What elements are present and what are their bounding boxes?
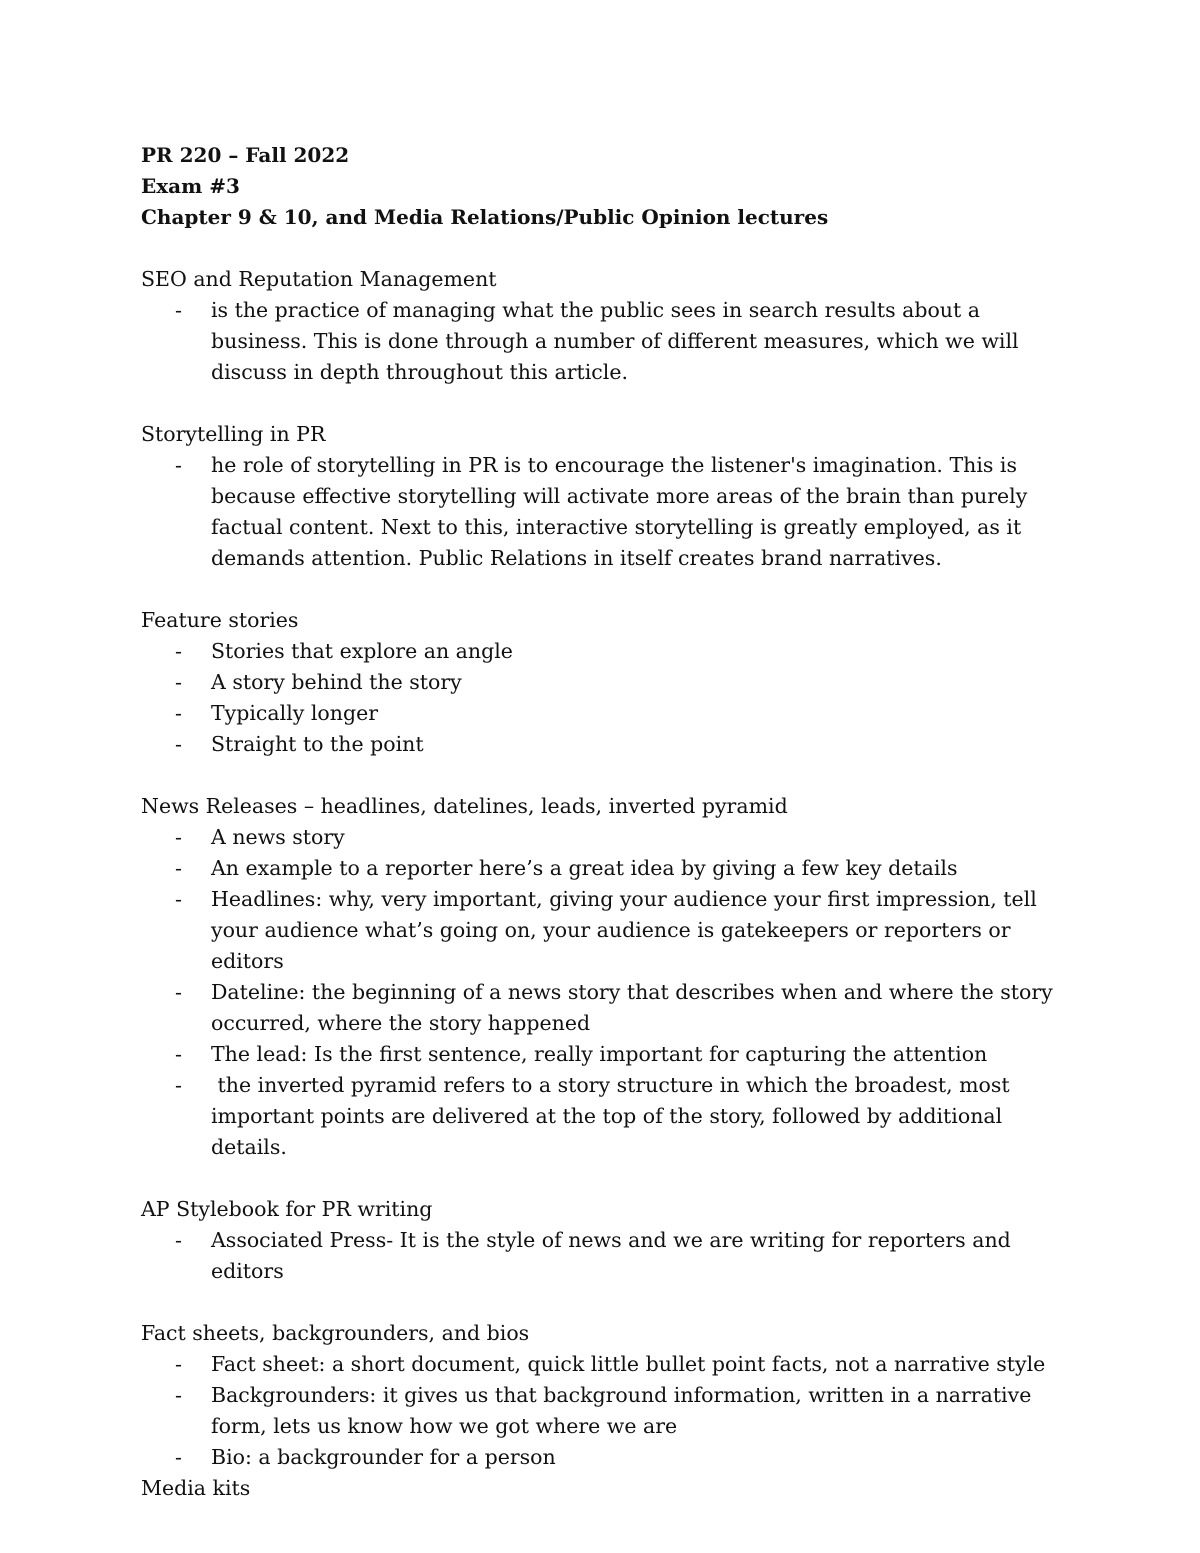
list-item-text: An example to a reporter here’s a great idea by giving a few key details (211, 856, 958, 880)
list-item (141, 977, 1081, 1039)
list-item-text: is the practice of managing what the public sees in search results about a business. This is done through a number of different measures, which we will discuss in depth throughout this article. (211, 298, 1019, 384)
spacer (141, 233, 1081, 264)
dash-bullet: - (175, 1352, 182, 1376)
list-item (141, 636, 1081, 667)
section-title: Fact sheets, backgrounders, and bios (141, 1321, 530, 1345)
exam-title: Exam #3 (141, 174, 240, 198)
section-title: Media kits (141, 1476, 251, 1500)
bullet-list (141, 1349, 1081, 1473)
list-item-text: Bio: a backgrounder for a person (211, 1445, 556, 1469)
list-item-text: Straight to the point (211, 732, 424, 756)
list-item (141, 1442, 1081, 1473)
dash-bullet: - (175, 732, 182, 756)
section-news-releases (141, 791, 1081, 1163)
dash-bullet: - (175, 980, 182, 1004)
section-title: News Releases – headlines, datelines, leads, inverted pyramid (141, 794, 788, 818)
section-seo (141, 264, 1081, 388)
list-item (141, 1070, 1081, 1163)
list-item (141, 450, 1081, 574)
dash-bullet: - (175, 670, 182, 694)
section-storytelling (141, 419, 1081, 574)
section-title: Feature stories (141, 608, 299, 632)
section-title: Storytelling in PR (141, 422, 326, 446)
dash-bullet: - (175, 1228, 182, 1252)
section-ap-stylebook (141, 1194, 1081, 1287)
list-item-text: Dateline: the beginning of a news story that describes when and where the story occurred, where the story happened (211, 980, 1053, 1035)
course-title: PR 220 – Fall 2022 (141, 143, 350, 167)
list-item (141, 822, 1081, 853)
list-item-text: the inverted pyramid refers to a story structure in which the broadest, most important points are delivered at the top of the story, followed by additional details. (211, 1073, 1017, 1159)
dash-bullet: - (175, 1445, 182, 1469)
spacer (141, 574, 1081, 605)
list-item-text: A story behind the story (211, 670, 462, 694)
list-item-text: Headlines: why, very important, giving your audience your first impression, tell your audience what’s going on, your audience is gatekeepers or reporters or editors (211, 887, 1037, 973)
list-item (141, 667, 1081, 698)
spacer (141, 388, 1081, 419)
list-item-text: Stories that explore an angle (211, 639, 513, 663)
document-page (141, 140, 1081, 1504)
dash-bullet: - (175, 701, 182, 725)
list-item (141, 1349, 1081, 1380)
dash-bullet: - (175, 298, 182, 322)
dash-bullet: - (175, 1383, 182, 1407)
spacer (141, 760, 1081, 791)
dash-bullet: - (175, 856, 182, 880)
dash-bullet: - (175, 825, 182, 849)
list-item (141, 729, 1081, 760)
section-fact-sheets (141, 1318, 1081, 1473)
exam-scope: Chapter 9 & 10, and Media Relations/Public Opinion lectures (141, 205, 829, 229)
list-item (141, 295, 1081, 388)
spacer (141, 1287, 1081, 1318)
list-item-text: Typically longer (211, 701, 379, 725)
spacer (141, 1163, 1081, 1194)
list-item (141, 1380, 1081, 1442)
list-item-text: The lead: Is the first sentence, really important for capturing the attention (211, 1042, 988, 1066)
list-item-text: he role of storytelling in PR is to encourage the listener's imagination. This is because effective storytelling will activate more areas of the brain than purely factual content. Next to this, interactive storytelling is greatly employed, as it demands attention. Public Relations in itself creates brand narratives. (211, 453, 1028, 570)
list-item-text: A news story (211, 825, 345, 849)
list-item-text: Fact sheet: a short document, quick little bullet point facts, not a narrative style (211, 1352, 1046, 1376)
list-item-text: Backgrounders: it gives us that background information, written in a narrative form, lets us know how we got where we are (211, 1383, 1032, 1438)
bullet-list (141, 450, 1081, 574)
dash-bullet: - (175, 887, 182, 911)
dash-bullet: - (175, 453, 182, 477)
bullet-list (141, 295, 1081, 388)
bullet-list (141, 1225, 1081, 1287)
dash-bullet: - (175, 1042, 182, 1066)
section-feature-stories (141, 605, 1081, 760)
list-item-text: Associated Press- It is the style of news and we are writing for reporters and editors (211, 1228, 1011, 1283)
bullet-list (141, 822, 1081, 1163)
bullet-list (141, 636, 1081, 760)
section-media-kits (141, 1473, 1081, 1504)
list-item (141, 884, 1081, 977)
list-item (141, 698, 1081, 729)
list-item (141, 853, 1081, 884)
section-title: AP Stylebook for PR writing (141, 1197, 433, 1221)
list-item (141, 1039, 1081, 1070)
dash-bullet: - (175, 1073, 182, 1097)
dash-bullet: - (175, 639, 182, 663)
list-item (141, 1225, 1081, 1287)
section-title: SEO and Reputation Management (141, 267, 497, 291)
